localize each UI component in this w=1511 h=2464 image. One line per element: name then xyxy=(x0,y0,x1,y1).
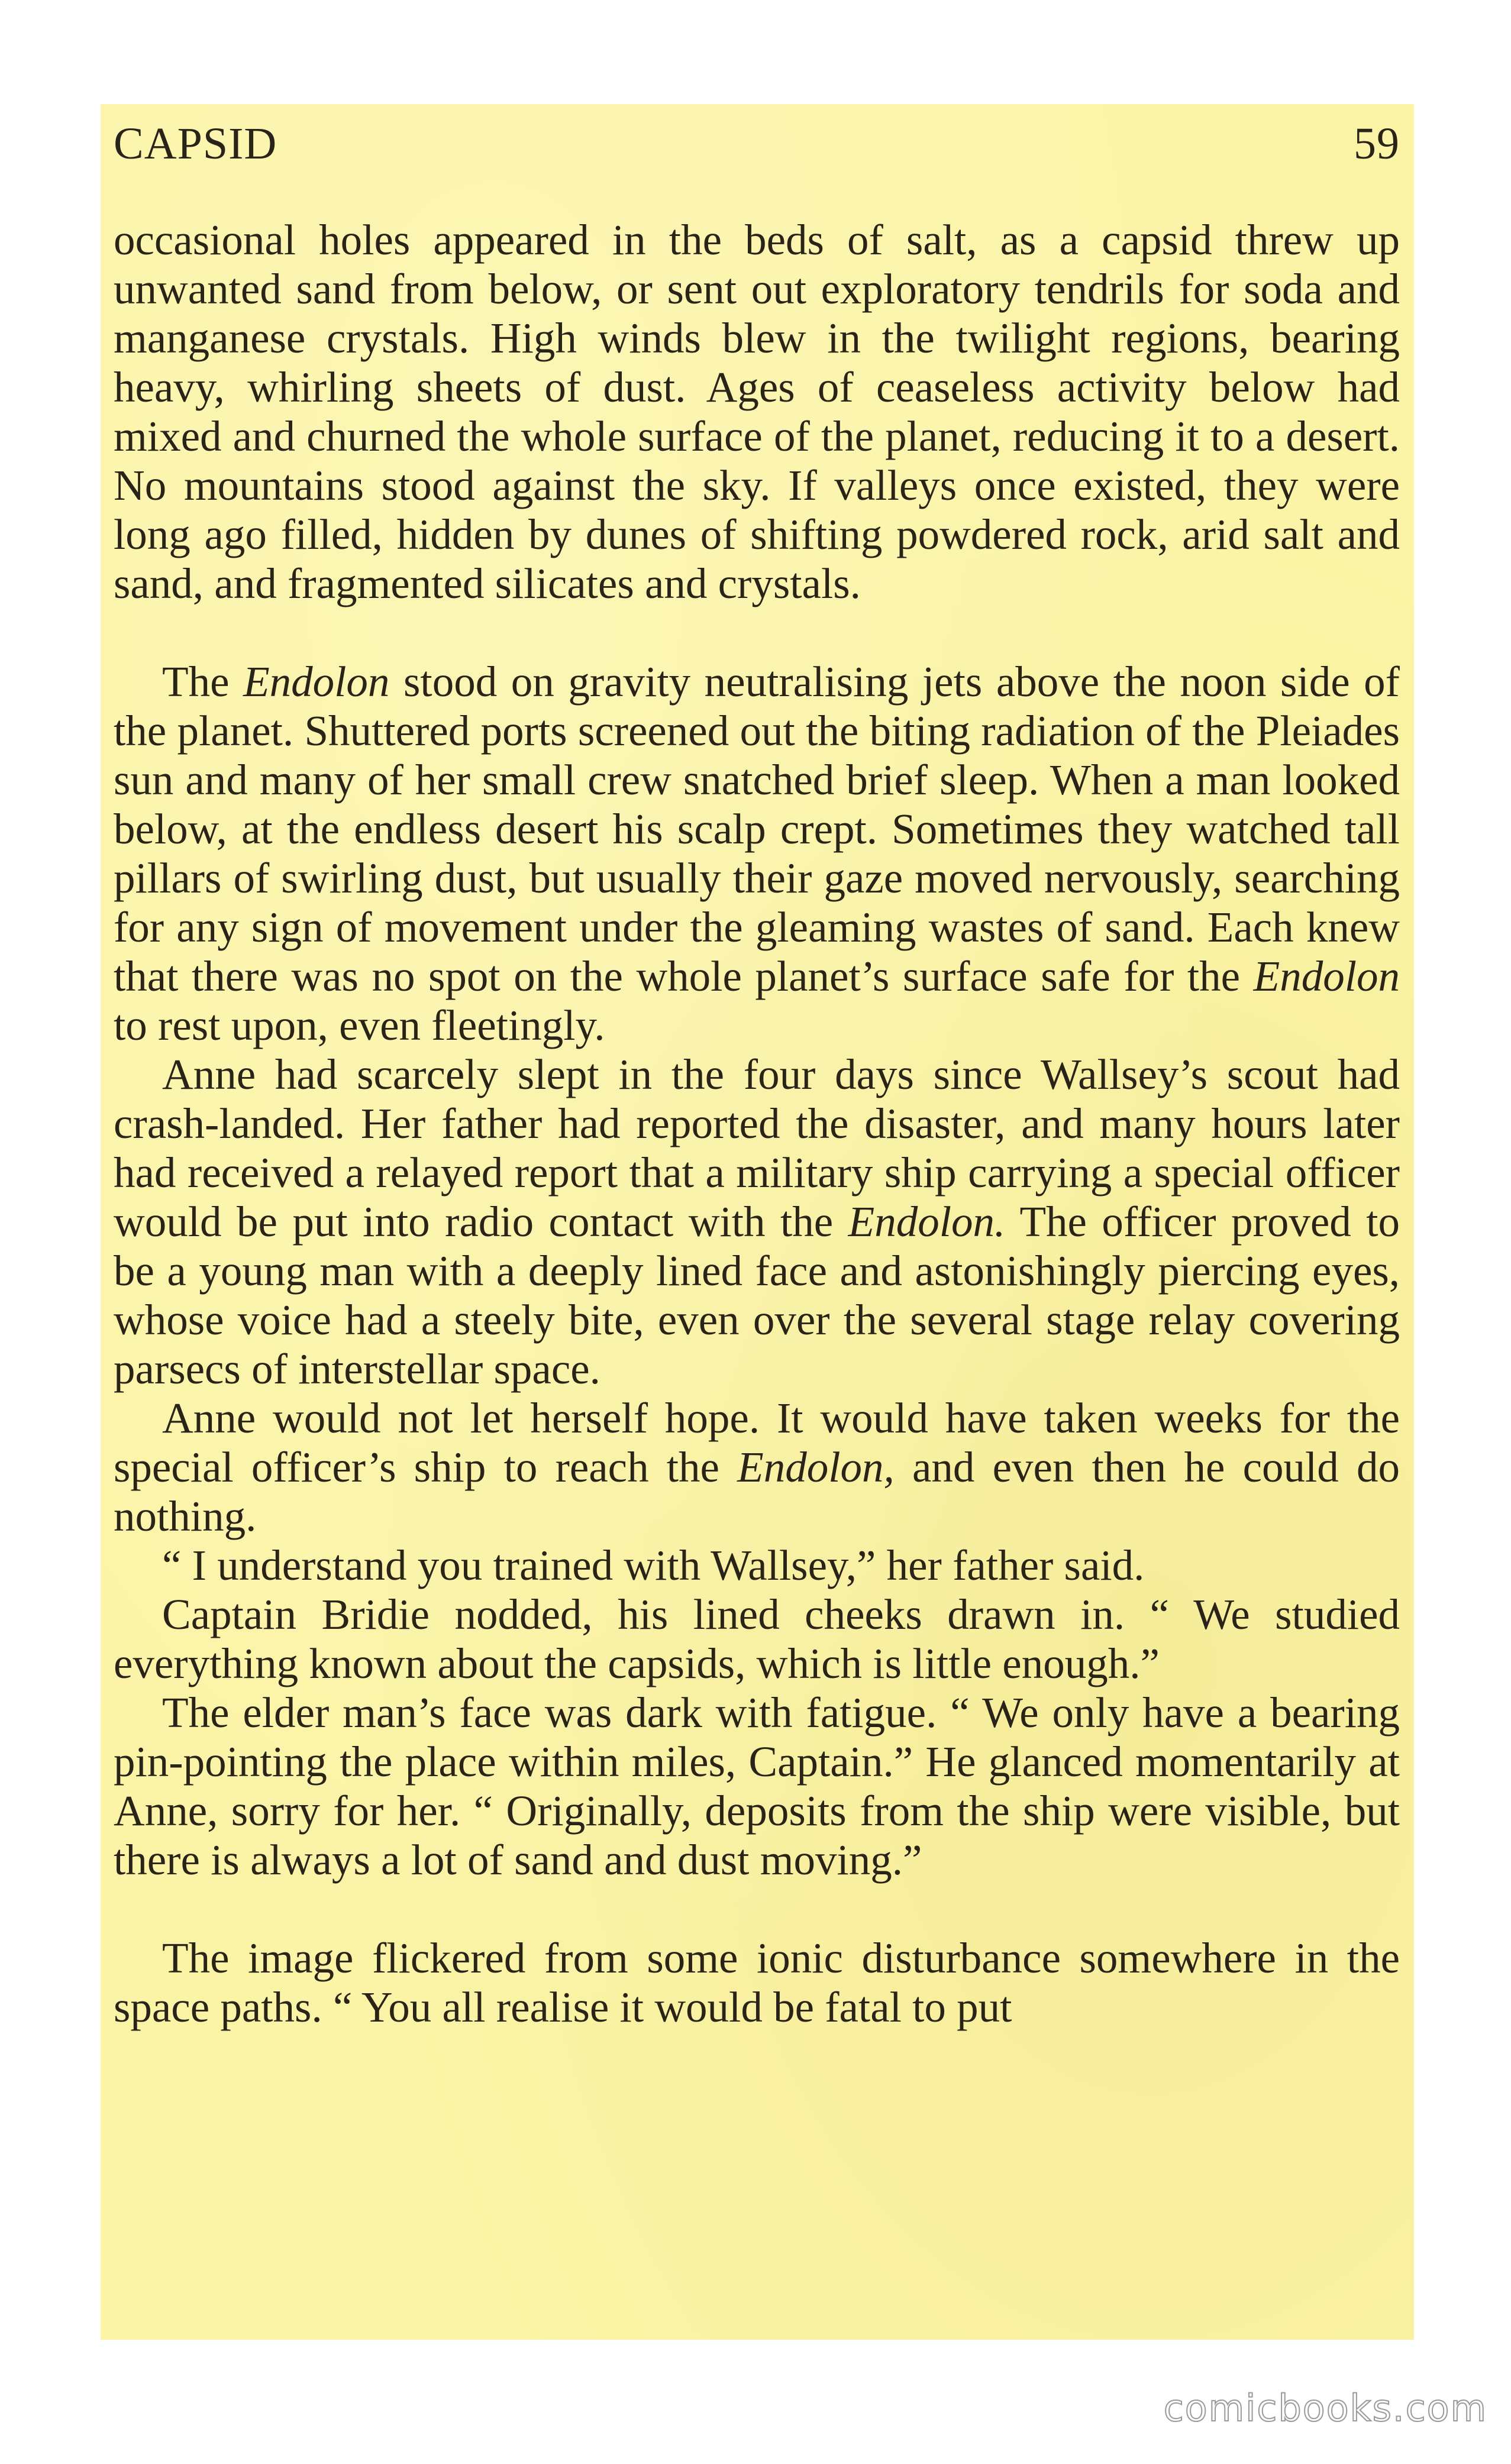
paragraph-text: The elder man’s face was dark with fatigue. “ We only have a bearing pin-pointing the place within miles, Captain.” He glanced momentarily at Anne, sorry for her. “ Originally, deposits from the ship were visible, but there is always a lot of sand and dust moving.” xyxy=(114,1689,1400,1884)
book-page xyxy=(101,104,1414,2340)
ship-name: Endolon, xyxy=(737,1443,895,1491)
paragraph-text: “ I understand you trained with Wallsey,” her father said. xyxy=(162,1541,1145,1589)
paragraph-text: and even then he could do nothing. xyxy=(114,1443,1400,1540)
paragraph xyxy=(114,215,1400,608)
ship-name: Endolon. xyxy=(848,1198,1006,1246)
paragraph-text: stood on gravity neutralising jets above the noon side of the planet. Shuttered ports screened out the biting radiation of the Pleiades sun and many of her small crew snatched brief sleep. When a man looked below, at the endless desert his scalp crept. Sometimes they watched tall pillars of swirling dust, but usually their gaze moved nervously, searching for any sign of movement under the gleaming wastes of sand. Each knew that there was no spot on the whole planet’s surface safe for the xyxy=(114,658,1400,1000)
paragraph xyxy=(114,1050,1400,1393)
paragraph-text: The image flickered from some ionic disturbance somewhere in the space paths. “ You all realise it would be fatal to put xyxy=(114,1934,1400,2031)
paragraph-text: Anne would not let herself hope. It would have taken weeks for the special officer’s ship to reach the xyxy=(114,1394,1400,1491)
paragraph-text: The xyxy=(162,658,244,706)
ship-name: Endolon xyxy=(243,658,390,706)
running-head xyxy=(114,118,1400,183)
paragraph xyxy=(114,657,1400,1050)
page-number: 59 xyxy=(1354,119,1400,169)
paragraph xyxy=(114,1590,1400,1688)
paragraph-text: Captain Bridie nodded, his lined cheeks drawn in. “ We studied everything known about the capsids, which is little enough.” xyxy=(114,1590,1400,1687)
paragraph xyxy=(114,1688,1400,1884)
body-text xyxy=(114,215,1400,2032)
paragraph xyxy=(114,1933,1400,2032)
paragraph xyxy=(114,1541,1400,1590)
site-watermark: comicbooks.com xyxy=(1163,2387,1487,2430)
paragraph xyxy=(114,1393,1400,1541)
paragraph-text: to rest upon, even fleetingly. xyxy=(114,1001,605,1049)
paragraph-text: The officer proved to be a young man with a deeply lined face and astonishingly piercing eyes, whose voice had a steely bite, even over the several stage relay covering parsecs of interstellar space. xyxy=(114,1198,1400,1393)
paragraph-text: occasional holes appeared in the beds of salt, as a capsid threw up unwanted sand from below, or sent out exploratory tendrils for soda and manganese crystals. High winds blew in the twilight regions, bearing heavy, whirling sheets of dust. Ages of ceaseless activity below had mixed and churned the whole surface of the planet, reducing it to a desert. No mountains stood against the sky. If valleys once existed, they were long ago filled, hidden by dunes of shifting powdered rock, arid salt and sand, and fragmented silicates and crystals. xyxy=(114,216,1400,607)
ship-name: Endolon xyxy=(1253,952,1400,1000)
paragraph-text: Anne had scarcely slept in the four days since Wallsey’s scout had crash-landed. Her father had reported the disaster, and many hours later had received a relayed report that a military ship carrying a special officer would be put into radio contact with the xyxy=(114,1050,1400,1246)
running-title: CAPSID xyxy=(114,119,277,169)
